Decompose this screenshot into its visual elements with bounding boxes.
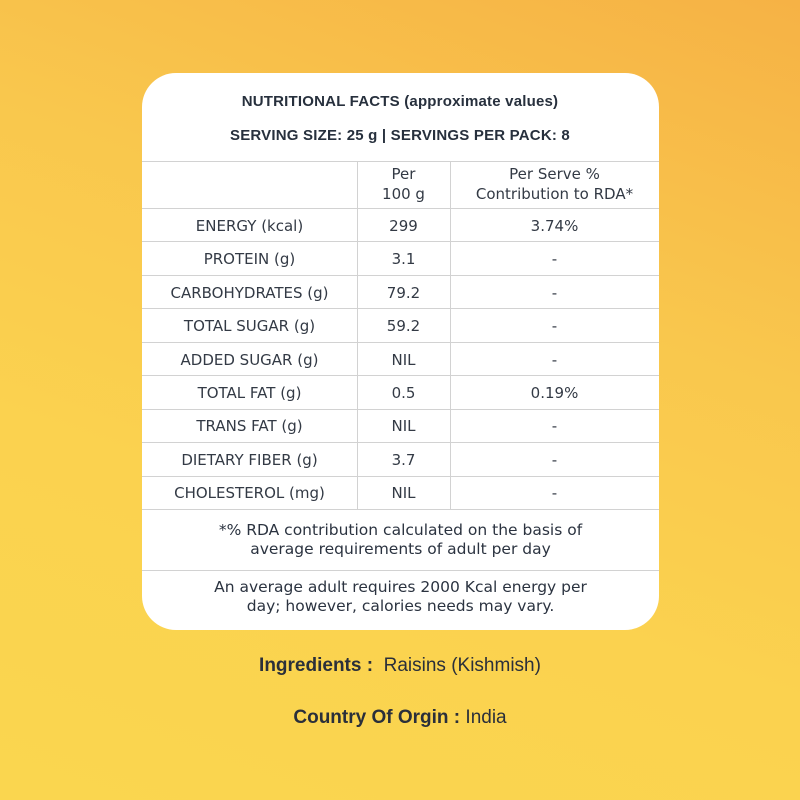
origin-label: Country Of Orgin : [293,707,461,728]
table-top-rule [142,161,659,162]
rda-value: - [551,417,558,435]
nutrient-name: ENERGY (kcal) [195,217,304,235]
serving-size-line: SERVING SIZE: 25 g | SERVINGS PER PACK: 8 [230,127,570,144]
per100-value: 3.1 [391,250,416,268]
ingredients-line [0,655,800,677]
header-per100 [357,164,450,204]
origin-value: India [465,707,507,728]
per100-value: NIL [391,484,416,502]
energy-footnote [142,578,659,616]
rda-value: 0.19% [530,384,579,402]
row-rule [142,409,659,410]
nutrient-name: TOTAL FAT (g) [197,384,302,402]
per100-value: NIL [391,351,416,369]
header-per100-line2: 100 g [382,185,425,203]
rda-value: - [551,250,558,268]
nutrient-name: DIETARY FIBER (g) [181,451,318,469]
rda-value: - [551,284,558,302]
nutrient-name: TRANS FAT (g) [196,417,303,435]
header-per100-line1: Per [391,165,416,183]
rda-footnote-line1: *% RDA contribution calculated on the basis of [218,521,583,539]
row-rule [142,476,659,477]
row-rule [142,342,659,343]
row-rule [142,442,659,443]
nutrient-name: TOTAL SUGAR (g) [183,317,316,335]
rda-value: - [551,451,558,469]
header-rda [450,164,659,204]
rda-value: - [551,484,558,502]
ingredients-value: Raisins (Kishmish) [383,655,541,676]
rda-footnote [142,521,659,559]
per100-value: 79.2 [386,284,421,302]
table-header-rule [142,208,659,209]
rda-value: 3.74% [530,217,579,235]
row-rule [142,375,659,376]
header-rda-line1: Per Serve % [509,165,600,183]
nutrient-name: ADDED SUGAR (g) [180,351,319,369]
per100-value: 299 [389,217,418,235]
per100-value: 0.5 [391,384,416,402]
table-bottom-rule [142,509,659,510]
rda-footnote-line2: average requirements of adult per day [250,540,551,558]
row-rule [142,308,659,309]
per100-value: 3.7 [391,451,416,469]
per100-value: 59.2 [386,317,421,335]
origin-line [0,707,800,729]
ingredients-label: Ingredients : [259,655,374,676]
nutrient-name: CHOLESTEROL (mg) [174,484,325,502]
nutrient-name: PROTEIN (g) [203,250,296,268]
rda-value: - [551,317,558,335]
energy-footnote-line2: day; however, calories needs may vary. [246,597,555,615]
per100-value: NIL [391,417,416,435]
header-rda-line2: Contribution to RDA* [475,185,634,203]
nutrient-name: CARBOHYDRATES (g) [170,284,329,302]
notes-divider [142,570,659,571]
energy-footnote-line1: An average adult requires 2000 Kcal energy per [214,578,587,596]
row-rule [142,241,659,242]
nutrition-title: NUTRITIONAL FACTS (approximate values) [241,93,559,110]
row-rule [142,275,659,276]
rda-value: - [551,351,558,369]
